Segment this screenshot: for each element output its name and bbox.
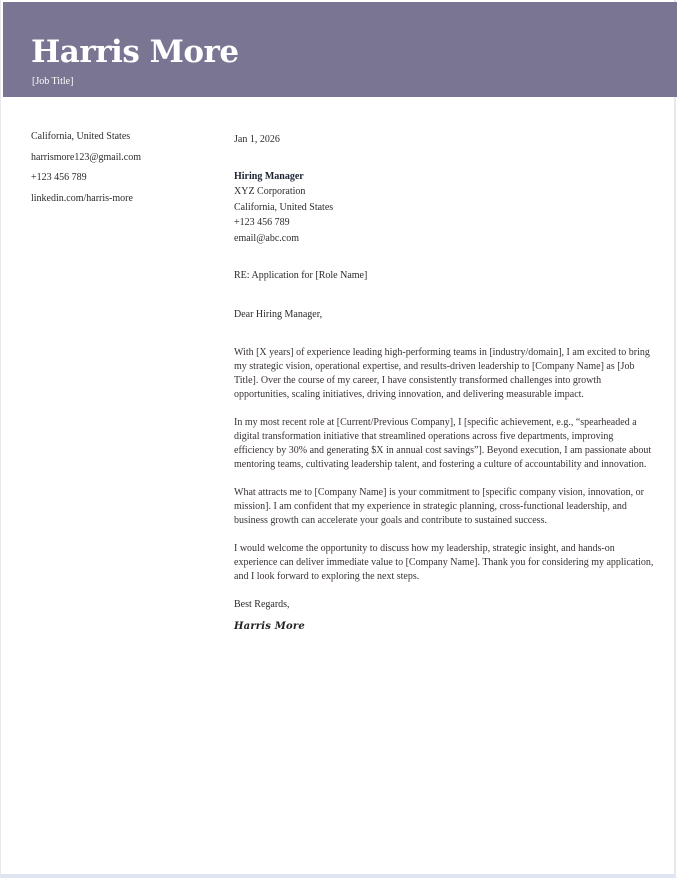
salutation: Dear Hiring Manager,: [234, 309, 323, 321]
recipient-block: [234, 169, 654, 246]
contact-linkedin: linkedin.com/harris-more: [31, 192, 133, 204]
header-banner: [3, 2, 677, 97]
applicant-name: Harris More: [31, 34, 239, 70]
job-title: [Job Title]: [32, 76, 74, 87]
recipient-company: XYZ Corporation: [234, 186, 306, 198]
paragraph-3: What attracts me to [Company Name] is your commitment to [specific company vision, innovation, or mission]. I am confident that my experience in strategic planning, cross-functional leadership, and business growth can accelerate your goals and contribute to sustained success.: [234, 487, 644, 527]
recipient-phone: +123 456 789: [234, 217, 290, 229]
contact-phone: +123 456 789: [31, 172, 87, 183]
recipient-email: email@abc.com: [234, 232, 300, 244]
closing: Best Regards,: [234, 599, 290, 611]
letter-subject: RE: Application for [Role Name]: [234, 270, 368, 282]
contact-info: [31, 130, 221, 212]
signature: Harris More: [234, 621, 305, 633]
recipient-name: Hiring Manager: [234, 171, 304, 182]
paragraph-4: I would welcome the opportunity to discuss how my leadership, strategic insight, and hands-on experience can deliver immediate value to [Company Name]. Thank you for considering my application, and I look forward to exploring the next steps.: [234, 543, 654, 583]
paragraph-1: With [X years] of experience leading high-performing teams in [industry/domain], I am excited to bring my strategic vision, operational expertise, and results-driven leadership to [Company Name] as [Job Title]. Over the course of my career, I have consistently transformed challenges into growth opportunities, scaling initiatives, driving innovation, and delivering measurable impact.: [234, 347, 650, 401]
contact-location: California, United States: [31, 131, 131, 142]
letter-body: [234, 133, 654, 634]
paragraph-2: In my most recent role at [Current/Previous Company], I [specific achievement, e.g., “spearheaded a digital transformation initiative that streamlined operations across five departments, improving efficiency by 30% and generating $X in annual cost savings”]. Beyond execution, I am passionate about mentoring teams, cultivating leadership talent, and fostering a culture of accountability and innovation.: [234, 417, 652, 471]
recipient-location: California, United States: [234, 201, 334, 213]
contact-email: harrismore123@gmail.com: [31, 151, 142, 163]
letter-date: Jan 1, 2026: [234, 134, 280, 145]
